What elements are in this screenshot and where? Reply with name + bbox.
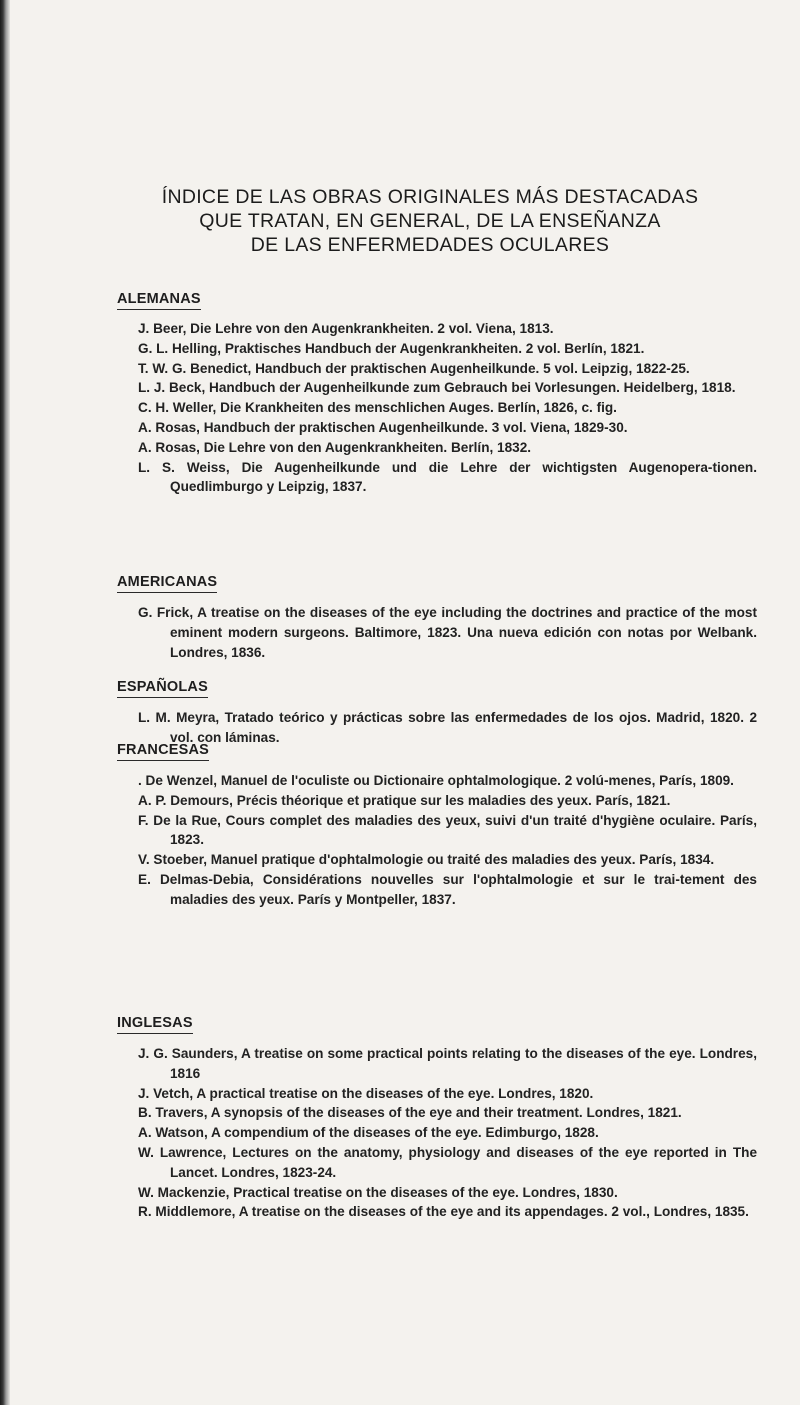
section-heading: ALEMANAS bbox=[117, 291, 201, 310]
bibliography-entry: G. L. Helling, Praktisches Handbuch der Augenkrankheiten. 2 vol. Berlín, 1821. bbox=[138, 340, 645, 356]
title-line-2: QUE TRATAN, EN GENERAL, DE LA ENSEÑANZA bbox=[199, 210, 661, 232]
title-line-3: DE LAS ENFERMEDADES OCULARES bbox=[250, 234, 610, 256]
bibliography-entry: V. Stoeber, Manuel pratique d'ophtalmologie ou traité des maladies des yeux. París, 1834. bbox=[138, 852, 715, 868]
entry-list bbox=[117, 603, 757, 662]
bibliography-entry: J. Beer, Die Lehre von den Augenkrankheiten. 2 vol. Viena, 1813. bbox=[138, 321, 554, 336]
section-alemanas bbox=[117, 290, 757, 497]
section-francesas bbox=[117, 741, 757, 910]
bibliography-entry: W. Lawrence, Lectures on the anatomy, physiology and diseases of the eye reported in The Lancet. Londres, 1823-24. bbox=[138, 1144, 757, 1180]
section-heading: FRANCESAS bbox=[117, 742, 209, 761]
bibliography-entry: J. G. Saunders, A treatise on some practical points relating to the diseases of the eye. Londres, 1816 bbox=[138, 1046, 757, 1081]
bibliography-entry: B. Travers, A synopsis of the diseases of the eye and their treatment. Londres, 1821. bbox=[138, 1105, 682, 1121]
bibliography-entry: F. De la Rue, Cours complet des maladies des yeux, suivi d'un traité d'hygiène oculaire. París, 1823. bbox=[138, 812, 757, 848]
section-heading: ESPAÑOLAS bbox=[117, 679, 208, 698]
section-espanolas bbox=[117, 678, 757, 748]
bibliography-entry: A. Rosas, Die Lehre von den Augenkrankheiten. Berlín, 1832. bbox=[138, 439, 532, 455]
bibliography-entry: W. Mackenzie, Practical treatise on the diseases of the eye. Londres, 1830. bbox=[138, 1184, 618, 1200]
entry-list bbox=[117, 319, 757, 497]
section-heading: INGLESAS bbox=[117, 1015, 193, 1034]
bibliography-entry: A. P. Demours, Précis théorique et pratique sur les maladies des yeux. París, 1821. bbox=[138, 792, 671, 808]
bibliography-entry: T. W. G. Benedict, Handbuch der praktischen Augenheilkunde. 5 vol. Leipzig, 1822-25. bbox=[138, 360, 690, 376]
title-line-1: ÍNDICE DE LAS OBRAS ORIGINALES MÁS DESTACADAS bbox=[161, 186, 699, 208]
bibliography-entry: A. Rosas, Handbuch der praktischen Augenheilkunde. 3 vol. Viena, 1829-30. bbox=[138, 419, 628, 435]
bibliography-entry: R. Middlemore, A treatise on the diseases of the eye and its appendages. 2 vol., Londres, 1835. bbox=[138, 1204, 749, 1220]
entry-list bbox=[117, 1044, 757, 1222]
section-inglesas bbox=[117, 1014, 757, 1222]
bibliography-entry: E. Delmas-Debia, Considérations nouvelles sur l'ophtalmologie et sur le trai-tement des maladies des yeux. París y Montpeller, 1837. bbox=[138, 871, 757, 907]
bibliography-entry: . De Wenzel, Manuel de l'oculiste ou Dictionaire ophtalmologique. 2 volú-menes, París, 1809. bbox=[138, 773, 734, 788]
entry-list bbox=[117, 771, 757, 910]
bibliography-entry: C. H. Weller, Die Krankheiten des menschlichen Auges. Berlín, 1826, c. fig. bbox=[138, 400, 617, 416]
bibliography-entry: L. S. Weiss, Die Augenheilkunde und die Lehre der wichtigsten Augenopera-tionen. Quedlimburgo y Leipzig, 1837. bbox=[138, 459, 757, 495]
section-heading: AMERICANAS bbox=[117, 574, 217, 593]
bibliography-entry: A. Watson, A compendium of the diseases of the eye. Edimburgo, 1828. bbox=[138, 1125, 599, 1141]
bibliography-entry: L. J. Beck, Handbuch der Augenheilkunde zum Gebrauch bei Vorlesungen. Heidelberg, 1818. bbox=[138, 380, 736, 396]
section-americanas bbox=[117, 573, 757, 662]
page-title bbox=[110, 185, 750, 257]
bibliography-entry: J. Vetch, A practical treatise on the diseases of the eye. Londres, 1820. bbox=[138, 1085, 594, 1101]
bibliography-entry: G. Frick, A treatise on the diseases of the eye including the doctrines and practice of the most eminent modern surgeons. Baltimore, 1823. Una nueva edición con notas por Welbank. Londres, 1836. bbox=[138, 605, 757, 660]
bibliography-entry: L. M. Meyra, Tratado teórico y prácticas sobre las enfermedades de los ojos. Madrid, 1820. 2 vol. con láminas. bbox=[138, 710, 757, 745]
